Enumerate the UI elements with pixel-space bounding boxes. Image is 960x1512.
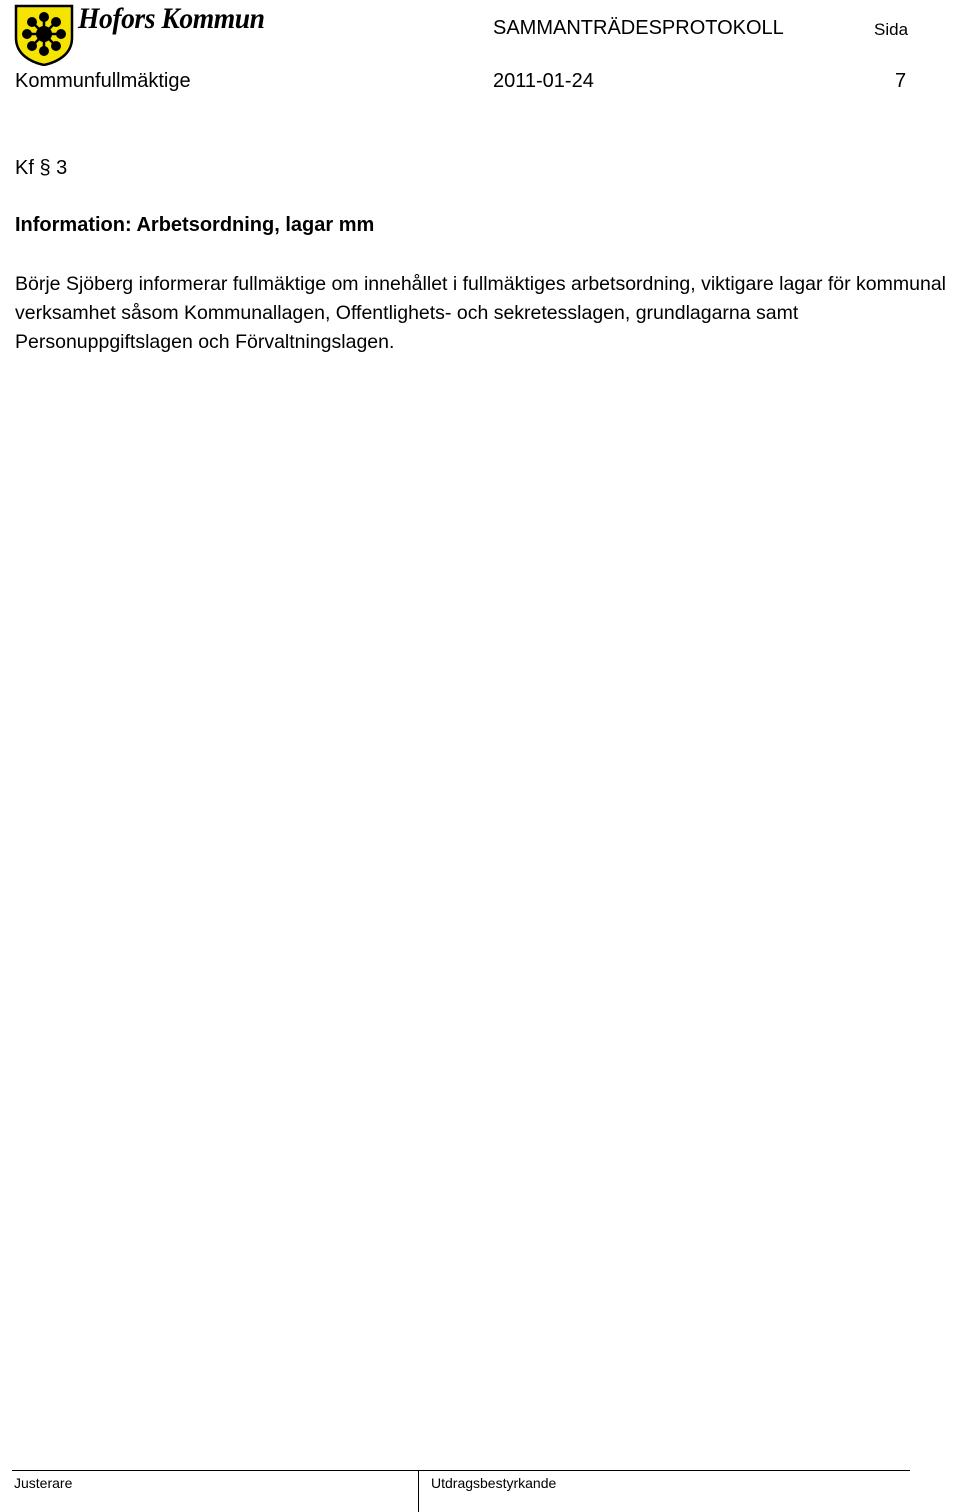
meeting-date: 2011-01-24	[493, 70, 594, 92]
footer-rule	[12, 1470, 910, 1471]
brand-name: Hofors Kommun	[78, 2, 265, 35]
footer-certification-label: Utdragsbestyrkande	[431, 1475, 557, 1491]
section-heading: Information: Arbetsordning, lagar mm	[15, 214, 375, 236]
footer-divider	[418, 1470, 419, 1512]
paragraph-reference: Kf § 3	[15, 157, 68, 179]
page-label: Sida	[874, 20, 909, 39]
municipality-coat-of-arms-logo	[14, 4, 74, 66]
footer-adjuster-label: Justerare	[14, 1475, 73, 1491]
page-number: 7	[895, 70, 907, 92]
organ-name: Kommunfullmäktige	[15, 70, 191, 92]
section-body-text: Börje Sjöberg informerar fullmäktige om innehållet i fullmäktiges arbetsordning, viktigare lagar för kommunal verksamhet såsom Kommunallagen, Offentlighets- och sekretesslagen, grundlagarna samt Personuppgiftslagen och Förvaltningslagen.	[15, 273, 947, 353]
document-type: SAMMANTRÄDESPROTOKOLL	[493, 17, 784, 39]
